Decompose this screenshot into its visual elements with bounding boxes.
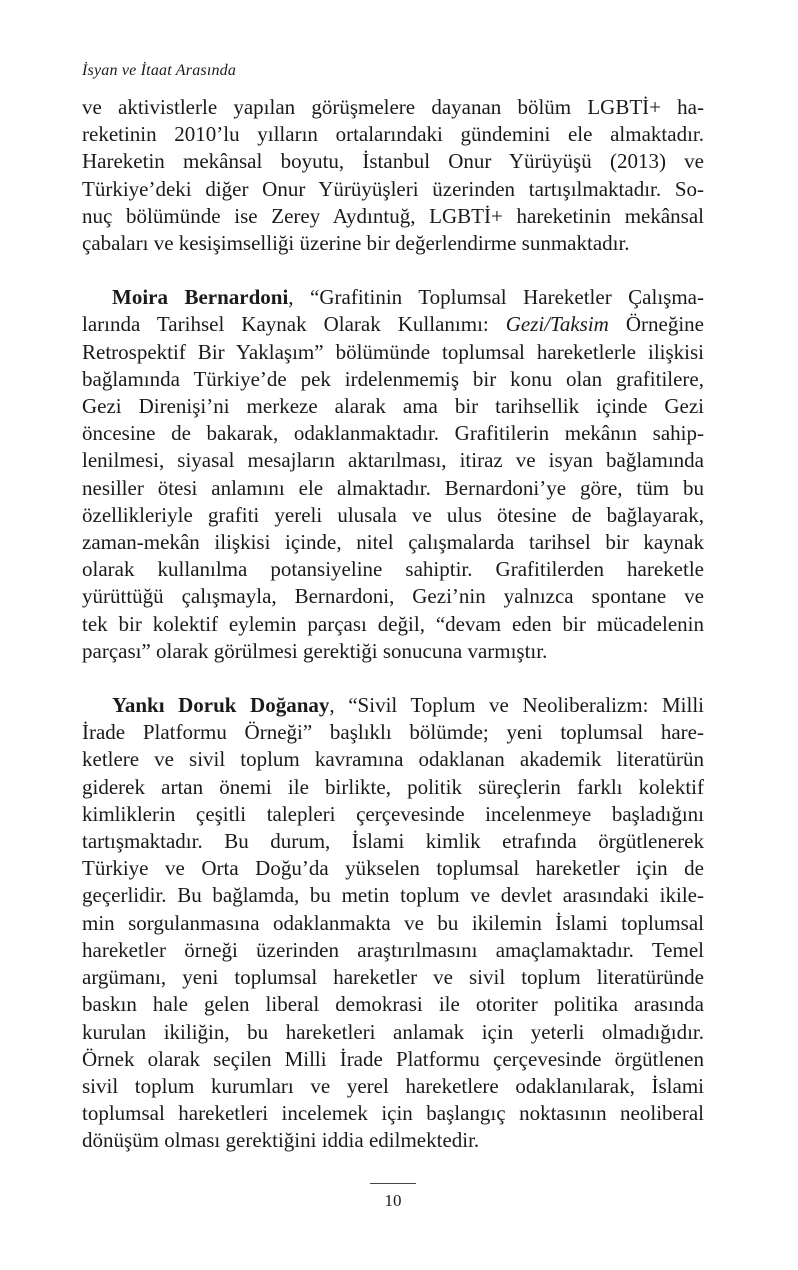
- text-line: nuç bölümünde ise Zerey Aydıntuğ, LGBTİ+ hareketinin mekânsal: [82, 203, 704, 228]
- text-line: reketinin 2010’lu yılların ortalarındaki gündemini ele almaktadır.: [82, 122, 704, 147]
- text-line: zaman-mekân ilişkisi içinde, nitel çalışmalarda tarihsel bir kaynak: [82, 530, 704, 555]
- author-name: Yankı Doruk Doğanay: [112, 693, 330, 718]
- paragraph-gap: [82, 665, 704, 692]
- text-line: min sorgulanmasına odaklanmakta ve bu ikilemin İslami toplumsal: [82, 910, 704, 935]
- italic-title: Gezi/Taksim: [505, 312, 609, 337]
- text-line: parçası” olarak görülmesi gerektiği sonucuna varmıştır.: [82, 638, 548, 663]
- text-line: özellikleriyle grafiti yereli ulusala ve ulus ötesine de bağlayarak,: [82, 502, 704, 527]
- text-line: tartışmaktadır. Bu durum, İslami kimlik etrafında örgütlenerek: [82, 829, 704, 854]
- text-line: geçerlidir. Bu bağlamda, bu metin toplum ve devlet arasındaki ikile-: [82, 883, 704, 908]
- text-line: öncesine de bakarak, odaklanmaktadır. Grafitilerin mekânın sahip-: [82, 421, 704, 446]
- text-line: çabaları ve kesişimselliği üzerine bir değerlendirme sunmaktadır.: [82, 231, 630, 256]
- body-text: [82, 94, 704, 1155]
- text-line: kurulan ikiliğin, bu hareketleri anlamak için yeterli olmadığıdır.: [82, 1019, 704, 1044]
- text-line: tek bir kolektif eylemin parçası değil, “devam eden bir mücadelenin: [82, 611, 704, 636]
- page-number: 10: [384, 1191, 402, 1210]
- text-line: İrade Platformu Örneği” başlıklı bölümde; yeni toplumsal hare-: [82, 720, 704, 745]
- author-name: Moira Bernardoni: [112, 285, 289, 310]
- text-line: bağlamında Türkiye’de pek irdelenmemiş bir konu olan grafitilere,: [82, 366, 704, 391]
- paragraph-gap: [82, 257, 704, 284]
- text-line: kimliklerin çeşitli talepleri çerçevesinde incelenmeye başladığını: [82, 801, 704, 826]
- text-line: lenilmesi, siyasal mesajların aktarılması, itiraz ve isyan bağlamında: [82, 448, 704, 473]
- running-head: İsyan ve İtaat Arasında: [82, 62, 237, 79]
- text-line: ve aktivistlerle yapılan görüşmelere dayanan bölüm LGBTİ+ ha-: [82, 95, 704, 119]
- text-line: ketlere ve sivil toplum kavramına odaklanan akademik literatürün: [82, 747, 704, 772]
- text-line: Yankı Doruk Doğanay, “Sivil Toplum ve Neoliberalizm: Milli: [112, 693, 704, 718]
- text-line: Türkiye ve Orta Doğu’da yükselen toplumsal hareketler için de: [82, 856, 704, 881]
- text-line: Türkiye’deki diğer Onur Yürüyüşleri üzerinden tartışılmaktadır. So-: [82, 176, 704, 201]
- footer-rule: [370, 1183, 416, 1184]
- text-line: olarak kullanılma potansiyeline sahiptir. Grafitilerden hareketle: [82, 557, 704, 582]
- paragraph-bernardoni: [82, 284, 704, 665]
- text-line: Moira Bernardoni, “Grafitinin Toplumsal Hareketler Çalışma-: [112, 285, 704, 310]
- paragraph-doganay: [82, 692, 704, 1154]
- text-line: larında Tarihsel Kaynak Olarak Kullanımı: Gezi/Taksim Örneğine: [82, 312, 704, 337]
- text-line: sivil toplum kurumları ve yerel hareketlere odaklanılarak, İslami: [82, 1073, 704, 1098]
- text-line: Gezi Direnişi’ni merkeze alarak ama bir tarihsellik içinde Gezi: [82, 394, 704, 419]
- text-line: yürüttüğü çalışmayla, Bernardoni, Gezi’nin yalnızca spontane ve: [82, 584, 704, 609]
- text-line: baskın hale gelen liberal demokrasi ile otoriter politika arasında: [82, 992, 704, 1017]
- text-line: toplumsal hareketleri incelemek için başlangıç noktasının neoliberal: [82, 1101, 704, 1126]
- paragraph-intro: [82, 94, 704, 257]
- text-line: giderek artan önemi ile birlikte, politik süreçlerin farklı kolektif: [82, 774, 704, 799]
- text-line: Örnek olarak seçilen Milli İrade Platformu çerçevesinde örgütlenen: [82, 1046, 704, 1071]
- text-line: nesiller ötesi anlamını ele almaktadır. Bernardoni’ye göre, tüm bu: [82, 475, 704, 500]
- text-line: dönüşüm olması gerektiğini iddia edilmektedir.: [82, 1128, 480, 1153]
- text-line: hareketler örneği üzerinden araştırılmasını amaçlamaktadır. Temel: [82, 937, 704, 962]
- text-line: argümanı, yeni toplumsal hareketler ve sivil toplum literatüründe: [82, 965, 704, 990]
- text-line: Hareketin mekânsal boyutu, İstanbul Onur Yürüyüşü (2013) ve: [82, 149, 704, 174]
- text-line: Retrospektif Bir Yaklaşım” bölümünde toplumsal hareketlerle ilişkisi: [82, 339, 704, 364]
